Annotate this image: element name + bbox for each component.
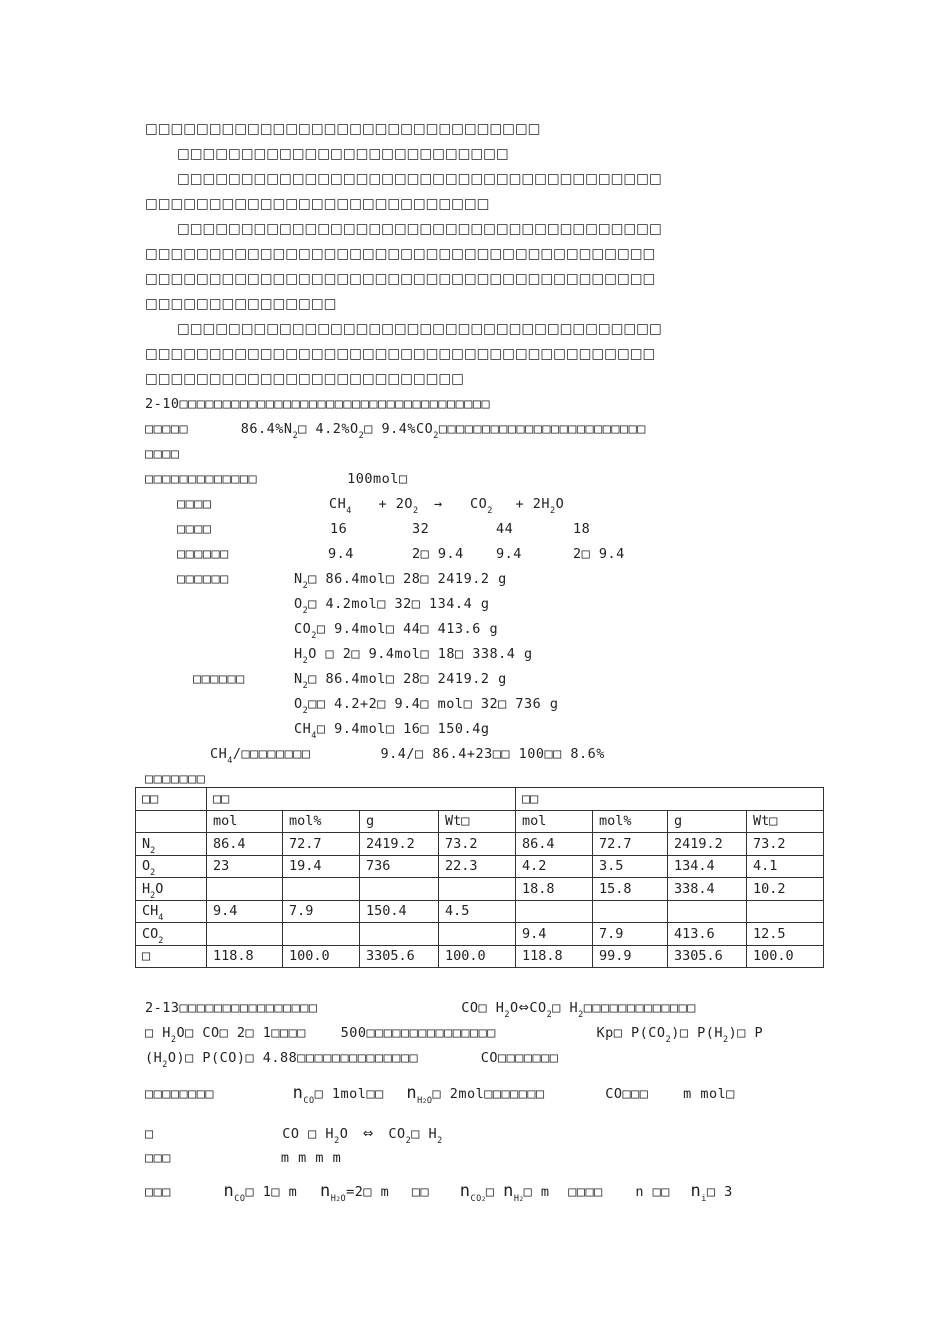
mol-label: □□□□□□ <box>177 546 229 562</box>
text-line: □□□□□□□□ $n_{CO}□$ 1mol□□ $n_{H2O}□$ 2mol□□□□□□□ CO□□□ m mol□ <box>145 1083 735 1106</box>
text-line: □□□□□□□□□□□□□□□□□□□□□□□□□□□□□□□□□□□□□□□□ <box>145 271 656 287</box>
mw-value: 44 <box>496 521 514 537</box>
table-header-cell: Wt□ <box>439 810 516 833</box>
feed-line: $CH_4□$ 9.4mol□ 16□ 150.4g <box>294 721 490 741</box>
text-line: □□□□□□□□□□□□□□□□□□□□□□□□□□□□□□□□□□□□□□ <box>177 221 662 237</box>
text-line: □□□□□□□□□□□□□□□□□□□□□□□□□□□□□□□□□□□□□□□□ <box>145 246 656 262</box>
table-header-cell: Wt□ <box>747 810 824 833</box>
species-cell: $O_2$ <box>136 855 207 878</box>
product-line: $H_2O$ □ 2□ 9.4mol□ 18□ 338.4 g <box>294 646 533 666</box>
product-line: $CO_2□$ 9.4mol□ 44□ 413.6 g <box>294 621 499 641</box>
table-header-cell: □□ <box>516 788 824 811</box>
species-cell: $CH_4$ <box>136 900 207 923</box>
product-label: □□□□□□ <box>177 571 229 587</box>
table-caption: □□□□□□□ <box>145 771 206 787</box>
mw-value: 32 <box>412 521 430 537</box>
table-header-cell: mol% <box>593 810 668 833</box>
table-header-cell: g <box>360 810 439 833</box>
species-cell: □ <box>136 945 207 968</box>
problem-2-10-heading: 2-10□□□□□□□□□□□□□□□□□□□□□□□□□□□□□□□□□□□□ <box>145 396 491 412</box>
text-line: □□□□□□□□□□□□□□□□□□□□□□□□□ <box>145 371 464 387</box>
feed-label: □□□□□□ <box>193 671 245 687</box>
mw-value: 18 <box>573 521 591 537</box>
product-line: $N_2□$ 86.4mol□ 28□ 2419.2 g <box>294 571 507 591</box>
text-line: □□□□□□□□□□□□□□□ <box>145 296 337 312</box>
table-header-row <box>136 788 824 811</box>
ratio-line: $CH_4/□□□□□□□□$ 9.4/□ 86.4+23□□ 100□□ 8.6% <box>210 746 605 766</box>
reaction-equation: $CH_4 + 2O_2 \to CO_2 + 2H_2O$ <box>329 496 565 516</box>
table-header-cell: □□ <box>207 788 516 811</box>
given-line: □□□□□ $86.4\%N_2□$ $4.2\%O_2□$ $9.4\%CO_2□□□□□□□□□□□□□□□□□□□□□□□□$ <box>145 421 646 441</box>
feed-line: $O_2□□$ 4.2+2□ 9.4□ mol□ 32□ 736 g <box>294 696 559 716</box>
mol-value: 9.4 <box>496 546 522 562</box>
basis-line: □□□□□□□□□□□□□ 100mol□ <box>145 471 408 487</box>
text-line: □□□□□□□□□□□□□□□□□□□□□□□□□□□□□□□□□□□□□□ <box>177 321 662 337</box>
text-line: □□□□□□□□□□□□□□□□□□□□□□□□□□ <box>177 146 509 162</box>
species-cell: $H_2O$ <box>136 878 207 901</box>
problem-2-13-heading: 2-13□□□□□□□□□□□□□□□□ CO□ $H_2O\Leftrightarrow CO_2□$ $H_2□□□□□□□□□□□□□$ <box>145 997 696 1020</box>
table-units-row <box>136 810 824 833</box>
table-header-cell: mol <box>516 810 593 833</box>
species-cell: $N_2$ <box>136 833 207 856</box>
mw-value: 16 <box>330 521 348 537</box>
mol-value: 9.4 <box>328 546 354 562</box>
table-header-cell: □□ <box>136 788 207 811</box>
equation-line: □□□ $n_{CO}□$ 1□ m $n_{H2O}=2□$ m □□ $n_{CO2}□$ $n_{H2}□$ m □□□□ n □□ $n_i□$ 3 <box>145 1181 733 1204</box>
table-row: $O_2$ 23 19.4 736 22.3 4.2 3.5 134.4 4.1 <box>136 855 824 878</box>
feed-line: $N_2□$ 86.4mol□ 28□ 2419.2 g <box>294 671 507 691</box>
mass-balance-table <box>135 787 824 968</box>
table-row: $CH_4$ 9.4 7.9 150.4 4.5 <box>136 900 824 923</box>
text-line: □□□□□□□□□□□□□□□□□□□□□□□□□□□□□□□□□□□□□□ <box>177 171 662 187</box>
text-line: □ $H_2O□$ CO□ 2□ 1□□□□ 500□□□□□□□□□□□□□□□ Kp□ $P(CO_2)□$ $P(H_2)□$ P <box>145 1025 764 1045</box>
table-row: $H_2O$ 18.8 15.8 338.4 10.2 <box>136 878 824 901</box>
product-line: $O_2□$ 4.2mol□ 32□ 134.4 g <box>294 596 490 616</box>
equation-line: □□□ m m m m <box>145 1150 342 1166</box>
text-line: □□□□□□□□□□□□□□□□□□□□□□□□□□□ <box>145 196 490 212</box>
mol-value: 2□ 9.4 <box>573 546 625 562</box>
table-total-row: □ 118.8 100.0 3305.6 100.0 118.8 99.9 3305.6 100.0 <box>136 945 824 968</box>
table-header-cell: mol <box>207 810 283 833</box>
species-cell: $CO_2$ <box>136 923 207 946</box>
reaction-label: □□□□ <box>177 496 212 512</box>
equilibrium-arrow-icon: ⇔ <box>518 997 530 1017</box>
table-header-cell: mol% <box>283 810 360 833</box>
table-header-cell: g <box>668 810 747 833</box>
equilibrium-arrow-icon: ⇔ <box>362 1123 374 1143</box>
mw-label: □□□□ <box>177 521 212 537</box>
arrow-icon: → <box>433 496 443 512</box>
table-row: $N_2$ 86.4 72.7 2419.2 73.2 86.4 72.7 2419.2 73.2 <box>136 833 824 856</box>
text-line: □□□□□□□□□□□□□□□□□□□□□□□□□□□□□□□ <box>145 121 541 137</box>
table-row: $CO_2$ 9.4 7.9 413.6 12.5 <box>136 923 824 946</box>
text-line: $(H_2O)□$ P(CO)□ 4.88□□□□□□□□□□□□□□ CO□□□□□□□ <box>145 1050 559 1070</box>
equation-line: □ CO □ $H_2O$ ⇔ $CO_2□$ $H_2$ <box>145 1123 443 1146</box>
mol-value: 2□ 9.4 <box>412 546 464 562</box>
text-line: □□□□□□□□□□□□□□□□□□□□□□□□□□□□□□□□□□□□□□□□ <box>145 346 656 362</box>
solution-label: □□□□ <box>145 446 180 462</box>
